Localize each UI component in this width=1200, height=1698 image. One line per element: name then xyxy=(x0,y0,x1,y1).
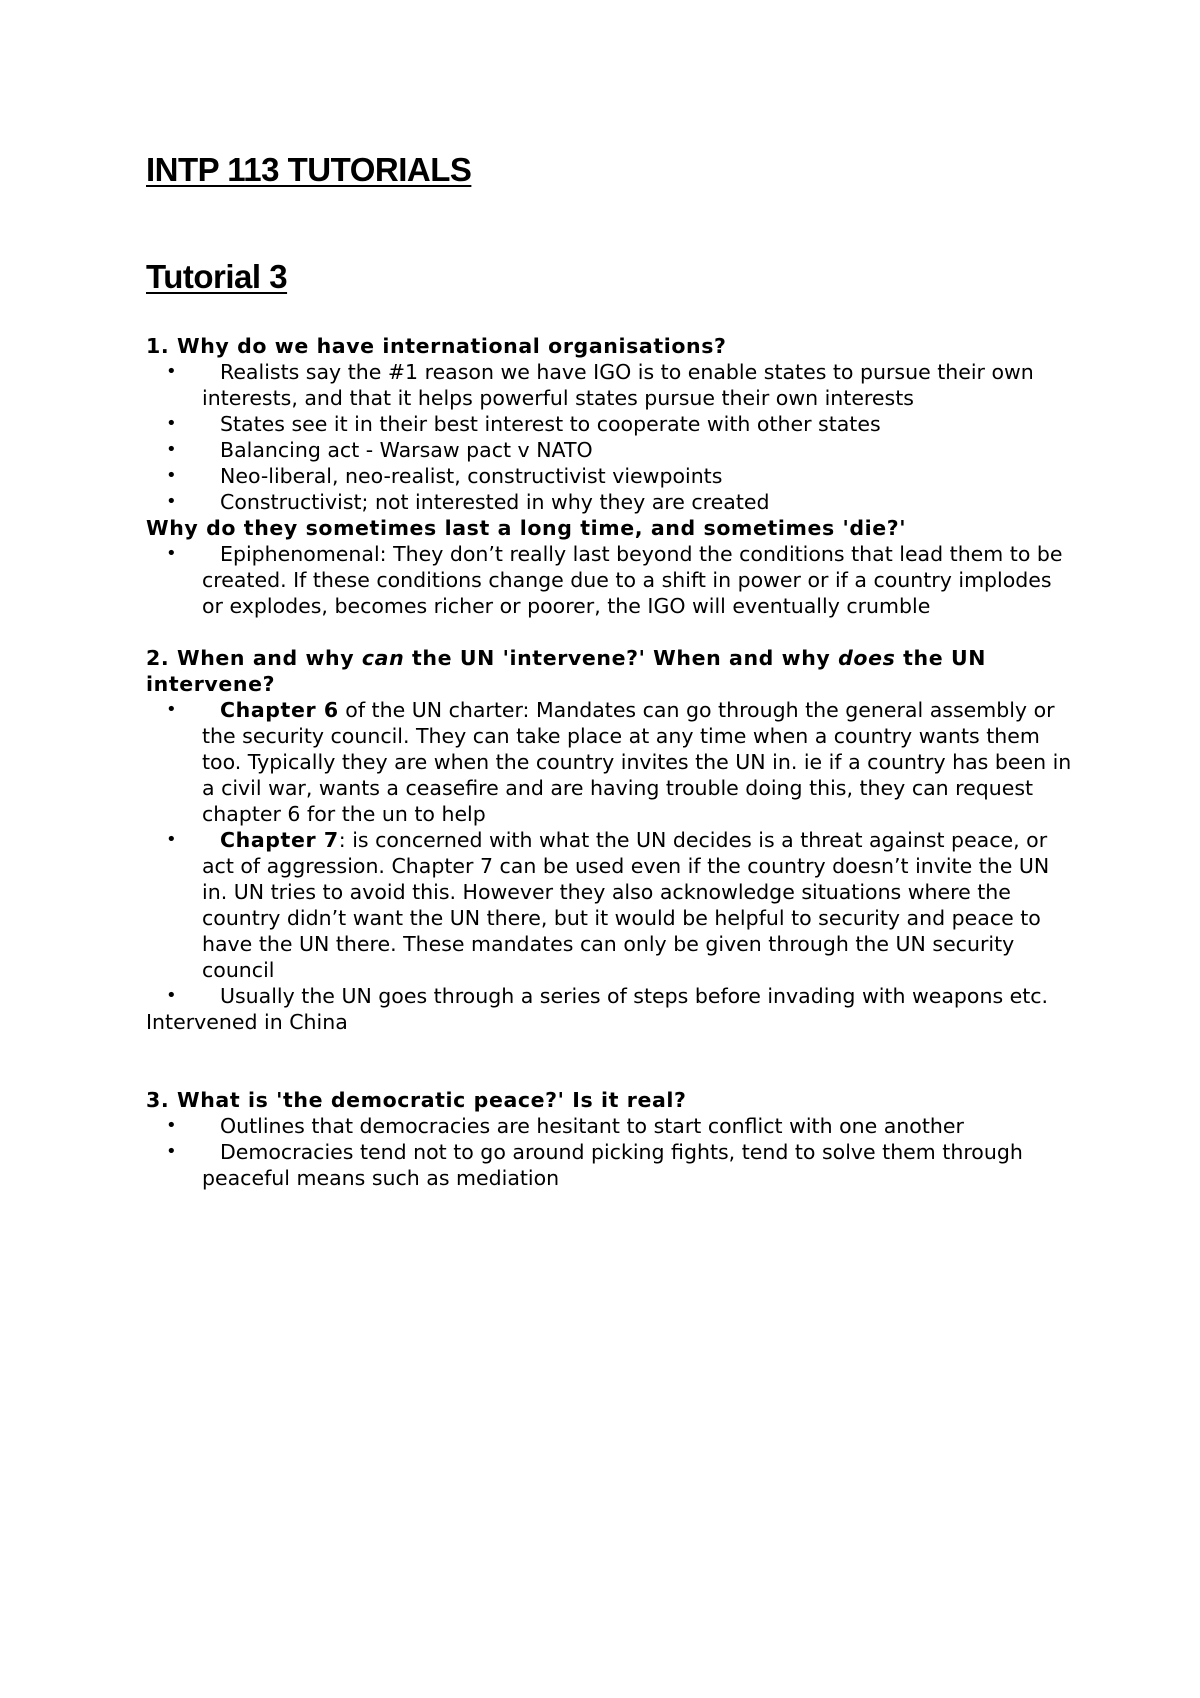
question-3: 3. What is 'the democratic peace?' Is it real? xyxy=(146,1088,687,1112)
spacer xyxy=(146,1035,1076,1087)
list-item: • Constructivist; not interested in why they are created xyxy=(166,490,770,514)
bullet-icon: • xyxy=(166,413,177,434)
question-2: 2. When and why can the UN 'intervene?' When and why does the UN intervene? xyxy=(146,646,986,696)
document-title: INTP 113 TUTORIALS xyxy=(146,151,472,188)
question-3-bullets xyxy=(146,1113,1076,1191)
bullet-icon: • xyxy=(166,699,177,720)
list-item: • Democracies tend not to go around picking fights, tend to solve them through peaceful means such as mediation xyxy=(166,1140,1023,1190)
list-item: • Epiphenomenal: They don’t really last beyond the conditions that lead them to be created. If these conditions change due to a shift in power or if a country implodes or explodes, becomes richer or poorer, the IGO will eventually crumble xyxy=(166,542,1063,618)
list-item: • Outlines that democracies are hesitant to start conflict with one another xyxy=(166,1114,964,1138)
question-1-bullets xyxy=(146,359,1076,515)
question-2-bullets xyxy=(146,697,1076,1009)
subquestion-bullets xyxy=(146,541,1076,619)
bullet-icon: • xyxy=(166,491,177,512)
bullet-icon: • xyxy=(166,361,177,382)
list-item: • Realists say the #1 reason we have IGO is to enable states to pursue their own interests, and that it helps powerful states pursue their own interests xyxy=(166,360,1034,410)
tutorial-title: Tutorial 3 xyxy=(146,258,288,295)
bullet-icon: • xyxy=(166,439,177,460)
chapter-7-label: Chapter 7 xyxy=(220,828,339,852)
list-item: • Usually the UN goes through a series of steps before invading with weapons etc. xyxy=(166,984,1049,1008)
bullet-icon: • xyxy=(166,465,177,486)
bullet-icon: • xyxy=(166,543,177,564)
bullet-icon: • xyxy=(166,985,177,1006)
list-item: • Neo-liberal, neo-realist, constructivist viewpoints xyxy=(166,464,723,488)
list-item: • States see it in their best interest to cooperate with other states xyxy=(166,412,881,436)
bullet-icon: • xyxy=(166,1115,177,1136)
spacer xyxy=(146,619,1076,645)
question-1-subquestion: Why do they sometimes last a long time, and sometimes 'die?' xyxy=(146,516,907,540)
list-item: • Chapter 6 of the UN charter: Mandates can go through the general assembly or the security council. They can take place at any time when a country wants them too. Typically they are when the country invites the UN in. ie if a country has been in a civil war, wants a ceasefire and are having trouble doing this, they can request chapter 6 for the un to help xyxy=(166,698,1072,826)
chapter-6-label: Chapter 6 xyxy=(220,698,339,722)
question-1: 1. Why do we have international organisations? xyxy=(146,334,727,358)
list-item: • Chapter 7: is concerned with what the UN decides is a threat against peace, or act of aggression. Chapter 7 can be used even if the country doesn’t invite the UN in. UN tries to avoid this. However they also acknowledge situations where the country didn’t want the UN there, but it would be helpful to security and peace to have the UN there. These mandates can only be given through the UN security council xyxy=(166,828,1050,982)
bullet-icon: • xyxy=(166,829,177,850)
question-2-note: Intervened in China xyxy=(146,1010,348,1034)
document-body xyxy=(146,333,1076,1191)
bullet-icon: • xyxy=(166,1141,177,1162)
list-item: • Balancing act - Warsaw pact v NATO xyxy=(166,438,593,462)
